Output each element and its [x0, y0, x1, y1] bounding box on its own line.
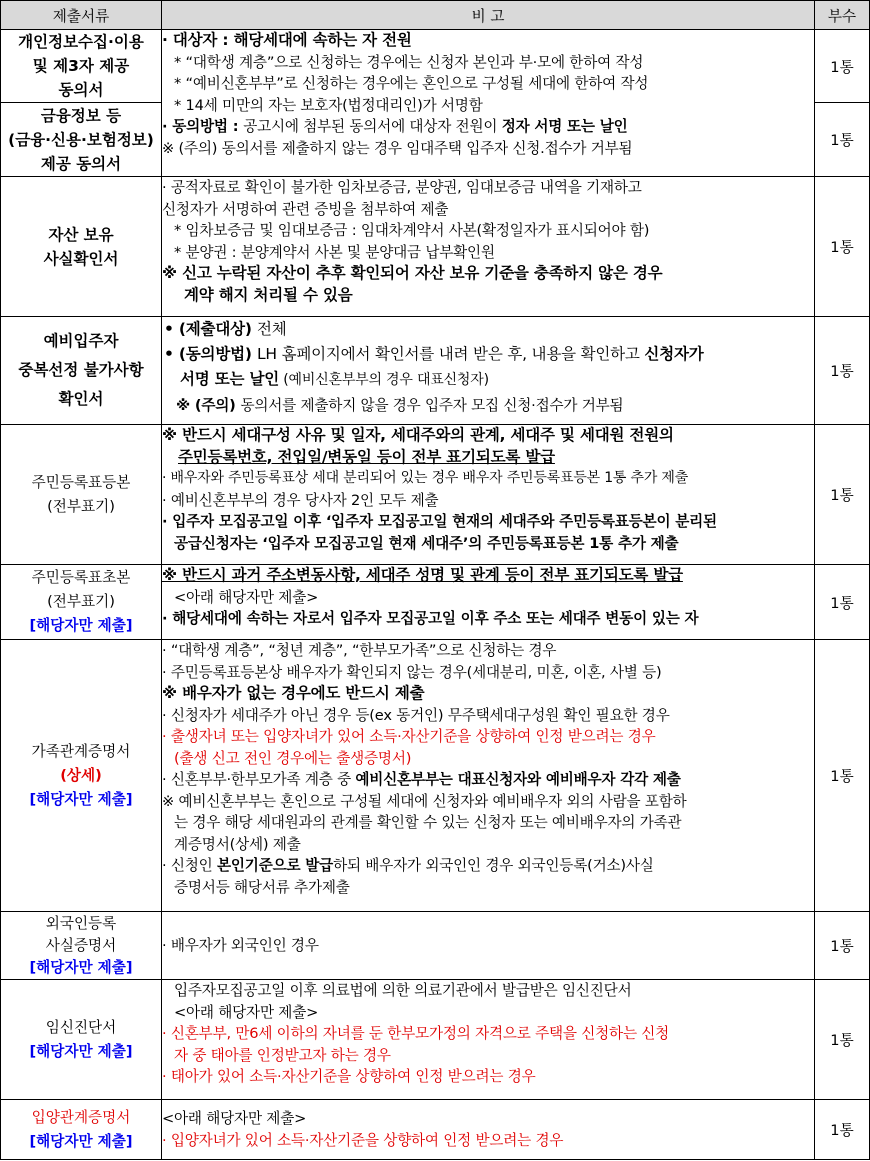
- note-line: · 태아가 있어 소득·자산기준을 상향하여 인정 받으려는 경우: [162, 1068, 536, 1085]
- doc-line: [해당자만 제출]: [29, 617, 133, 634]
- doc-line: (전부표기): [47, 593, 115, 610]
- doc-line: 사실확인서: [43, 249, 119, 268]
- note-line: · 신청자가 세대주가 아닌 경우 등(ex 동거인) 무주택세대구성원 확인 필요한 경우: [162, 706, 670, 724]
- note-text: 전체: [256, 320, 287, 338]
- doc-line: 외국인등록: [45, 914, 117, 932]
- note-line: * “예비신혼부부”로 신청하는 경우에는 혼인으로 구성될 세대에 한하여 작성: [174, 75, 649, 92]
- note-line: ※ (주의) 동의서를 제출하지 않는 경우 임대주택 입주자 신청.접수가 거부됨: [162, 139, 633, 157]
- doc-asset: [1, 177, 162, 317]
- note-line: 계증명서(상세) 제출: [174, 835, 301, 853]
- note-text: 하되 배우자가 외국인인 경우 외국인등록(거소)사실: [333, 857, 654, 874]
- row-resident-copy: [1, 565, 870, 640]
- note-line: [164, 367, 814, 393]
- doc-line: 주민등록표등본: [31, 473, 131, 491]
- note-bold: 본인기준으로 발급: [217, 857, 334, 874]
- note-bold: · 동의방법 :: [162, 118, 244, 135]
- row-asset: [1, 177, 870, 317]
- note-line: · 배우자와 주민등록표상 세대 분리되어 있는 경우 배우자 주민등록표등본 1통 추가 제출: [162, 470, 689, 486]
- doc-line: 예비입주자: [43, 332, 119, 350]
- doc-line: 제공 동의서: [40, 154, 122, 173]
- count-prelim: 1통: [815, 317, 870, 425]
- note-line: * 분양권 : 분양계약서 사본 및 분양대금 납부확인원: [174, 243, 495, 261]
- count-financial-consent: 1통: [815, 103, 870, 177]
- row-privacy-consent: [1, 30, 870, 103]
- doc-foreign: [1, 912, 162, 980]
- note-prelim: [162, 317, 815, 425]
- note-line: * “대학생 계층”으로 신청하는 경우에는 신청자 본인과 부·모에 한하여 작성: [174, 53, 644, 71]
- count-resident-copy: 1통: [815, 565, 870, 640]
- doc-resident-copy: [1, 565, 162, 640]
- note-bold: 정자 서명 또는 날인: [501, 118, 628, 135]
- note-line: 입주자모집공고일 이후 의료법에 의한 의료기관에서 발급받은 임신진단서: [174, 982, 632, 999]
- note-line: <아래 해당자만 제출>: [174, 588, 319, 606]
- note-line: * 14세 미만의 자는 보호자(법정대리인)가 서명함: [174, 96, 483, 114]
- doc-prelim: [1, 317, 162, 425]
- note-line: · 예비신혼부부의 경우 당사자 2인 모두 제출: [162, 491, 439, 509]
- doc-pregnancy: [1, 980, 162, 1100]
- doc-line: 중복선정 불가사항: [18, 361, 144, 379]
- count-asset: 1통: [815, 177, 870, 317]
- note-resident-copy: [162, 565, 815, 640]
- header-row: [1, 1, 870, 30]
- note-line: · 공적자료로 확인이 불가한 임차보증금, 분양권, 임대보증금 내역을 기재하고: [162, 179, 642, 196]
- note-line: <아래 해당자만 제출>: [174, 1003, 319, 1021]
- note-line: ※ 배우자가 없는 경우에도 반드시 제출: [162, 684, 425, 702]
- note-text: (예비신혼부부의 경우 대표신청자): [279, 372, 489, 388]
- doc-line: 개인정보수집·이용: [18, 33, 144, 51]
- note-text: · 신청인: [162, 857, 218, 874]
- row-family: [1, 640, 870, 912]
- header-count: 부수: [815, 1, 870, 30]
- note-asset: [162, 177, 815, 317]
- note-line: · 출생자녀 또는 입양자녀가 있어 소득·자산기준을 상향하여 인정 받으려는 경우: [162, 728, 656, 745]
- doc-line: [해당자만 제출]: [29, 1132, 133, 1150]
- doc-line: 주민등록표초본: [31, 569, 131, 586]
- row-prelim: [1, 317, 870, 425]
- note-bold: 예비신혼부부는 대표신청자와 예비배우자 각각 제출: [355, 771, 681, 788]
- count-resident: 1통: [815, 425, 870, 565]
- row-pregnancy: [1, 980, 870, 1100]
- note-line: [164, 393, 814, 418]
- note-line: [164, 342, 814, 367]
- count-adoption: 1통: [815, 1100, 870, 1160]
- doc-line: 및 제3자 제공: [32, 57, 130, 75]
- note-line: · 입양자녀가 있어 소득·자산기준을 상향하여 인정 받으려는 경우: [162, 1131, 564, 1149]
- doc-line: 사실증명서: [45, 936, 117, 954]
- row-foreign: [1, 912, 870, 980]
- note-line: <아래 해당자만 제출>: [162, 1110, 307, 1127]
- doc-privacy-consent: [1, 30, 162, 103]
- note-bold: ※ (주의): [176, 397, 241, 414]
- note-bold: 신청자가: [644, 345, 704, 363]
- doc-line: 동의서: [58, 81, 104, 99]
- note-line: ※ 반드시 세대구성 사유 및 일자, 세대주와의 관계, 세대주 및 세대원 전원의: [162, 426, 674, 444]
- doc-line: [해당자만 제출]: [29, 1042, 133, 1060]
- note-line: (출생 신고 전인 경우에는 출생증명서): [174, 749, 412, 767]
- note-text: LH 홈페이지에서 확인서를 내려 받은 후, 내용을 확인하고: [256, 345, 645, 363]
- doc-family: [1, 640, 162, 912]
- note-line: · 배우자가 외국인인 경우: [162, 936, 319, 954]
- doc-line: 확인서: [58, 390, 104, 408]
- doc-resident: [1, 425, 162, 565]
- note-line: [164, 317, 814, 342]
- note-bold: • (동의방법): [164, 345, 257, 363]
- note-line: · “대학생 계층”, “청년 계층”, “한부모가족”으로 신청하는 경우: [162, 642, 557, 659]
- doc-line: [해당자만 제출]: [29, 790, 133, 808]
- note-line: · 주민등록표등본상 배우자가 확인되지 않는 경우(세대분리, 미혼, 이혼, 사별 등): [162, 663, 662, 681]
- count-privacy-consent: 1통: [815, 30, 870, 103]
- note-line: · 대상자 : 해당세대에 속하는 자 전원: [162, 31, 412, 49]
- doc-line: 가족관계증명서: [31, 742, 131, 760]
- note-line: ※ 예비신혼부부는 혼인으로 구성될 세대에 신청자와 예비배우자 외의 사람을 포함하: [162, 792, 687, 810]
- note-line: · 신혼부부, 만6세 이하의 자녀를 둔 한부모가정의 자격으로 주택을 신청하는 신청: [162, 1025, 670, 1042]
- doc-adoption: [1, 1100, 162, 1160]
- count-pregnancy: 1통: [815, 980, 870, 1100]
- note-adoption: [162, 1100, 815, 1160]
- note-foreign: [162, 912, 815, 980]
- note-line: [162, 116, 814, 138]
- doc-line: (전부표기): [47, 497, 115, 515]
- note-bold: 서명 또는 날인: [180, 370, 280, 388]
- note-resident: [162, 425, 815, 565]
- note-line: ※ 반드시 과거 주소변동사항, 세대주 성명 및 관계 등이 전부 표기되도록 발급: [162, 566, 683, 584]
- row-adoption: [1, 1100, 870, 1160]
- note-line: 자 중 태아를 인정받고자 하는 경우: [174, 1046, 391, 1064]
- note-family: [162, 640, 815, 912]
- doc-financial-consent: [1, 103, 162, 177]
- note-line: 는 경우 해당 세대원과의 관계를 확인할 수 있는 신청자 또는 예비배우자의 가족관: [174, 814, 682, 831]
- doc-line: (상세): [60, 766, 102, 784]
- note-line: 계약 해지 처리될 수 있음: [184, 285, 353, 304]
- note-text: · 신혼부부·한부모가족 계층 중: [162, 771, 356, 788]
- note-line: · 해당세대에 속하는 자로서 입주자 모집공고일 이후 주소 또는 세대주 변동이 있는 자: [162, 610, 699, 627]
- doc-line: 임신진단서: [45, 1018, 117, 1036]
- note-line: · 입주자 모집공고일 이후 ‘입주자 모집공고일 현재의 세대주와 주민등록표등본이 분리된: [162, 513, 717, 530]
- note-line: 공급신청자는 ‘입주자 모집공고일 현재 세대주’의 주민등록표등본 1통 추가 제출: [174, 534, 679, 552]
- doc-line: [해당자만 제출]: [29, 958, 133, 976]
- header-note: 비 고: [162, 1, 815, 30]
- note-consent: [162, 30, 815, 177]
- note-line: 주민등록번호, 전입일/변동일 등이 전부 표기되도록 발급: [178, 447, 555, 466]
- note-bold: • (제출대상): [164, 320, 257, 338]
- note-line: * 임차보증금 및 임대보증금 : 임대차계약서 사본(확정일자가 표시되어야 함): [174, 222, 650, 239]
- row-resident: [1, 425, 870, 565]
- doc-line: (금융·신용·보험정보): [8, 130, 154, 149]
- note-text: 공고시에 첨부된 동의서에 대상자 전원이: [243, 118, 502, 135]
- note-line: 신청자가 서명하여 관련 증빙을 첨부하여 제출: [162, 200, 449, 218]
- doc-line: 금융정보 등: [40, 106, 122, 125]
- note-line: 증명서등 해당서류 추가제출: [174, 878, 350, 896]
- note-line: ※ 신고 누락된 자산이 추후 확인되어 자산 보유 기준을 충족하지 않은 경우: [162, 264, 663, 282]
- count-foreign: 1통: [815, 912, 870, 980]
- note-pregnancy: [162, 980, 815, 1100]
- note-line: [162, 769, 814, 791]
- doc-line: 자산 보유: [48, 225, 114, 244]
- header-doc: 제출서류: [1, 1, 162, 30]
- count-family: 1통: [815, 640, 870, 912]
- doc-line: 입양관계증명서: [31, 1108, 131, 1126]
- note-text: 동의서를 제출하지 않을 경우 입주자 모집 신청·접수가 거부됨: [240, 397, 624, 414]
- note-line: [162, 855, 814, 877]
